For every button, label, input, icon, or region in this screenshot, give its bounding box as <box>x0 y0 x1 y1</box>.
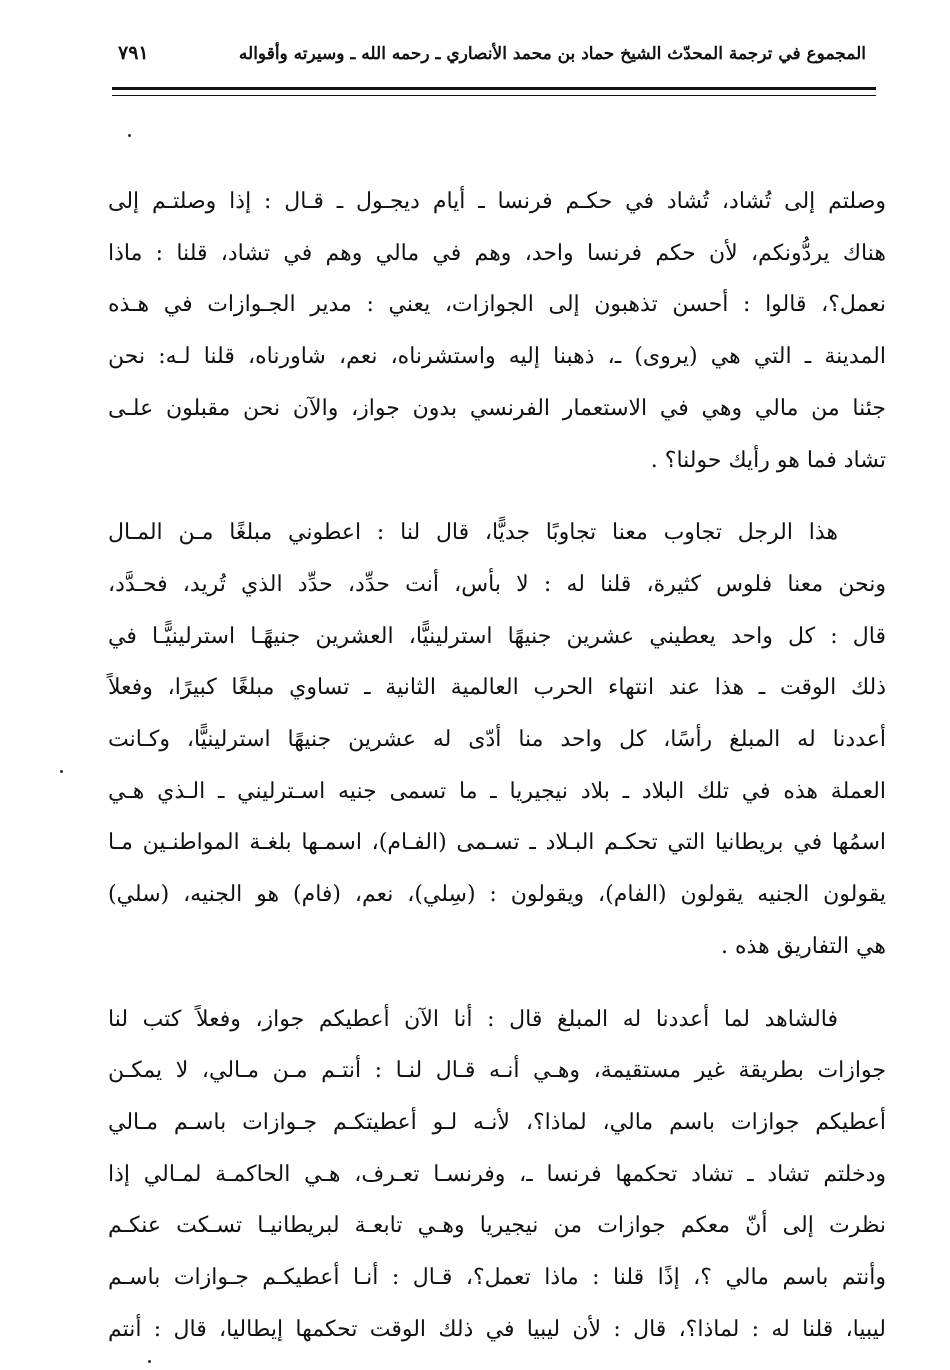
running-header <box>110 38 880 82</box>
text-line: نظرت إلى أنّ معكم جوازات من نيجيريا وهـي تابعـة لبريطانيـا تسـكت عنكـم <box>108 1213 886 1239</box>
paragraph-2 <box>108 507 886 972</box>
header-rule-thin <box>112 95 876 96</box>
text-line: جئنا من مالي وهي في الاستعمار الفرنسي بدون جواز، والآن نحن مقبلون علـى <box>108 395 886 421</box>
text-line: هناك يردُّونكم، لأن حكم فرنسا واحد، وهم في مالي وهم في تشاد، قلنا : ماذا <box>108 240 886 266</box>
scan-speck <box>60 770 63 773</box>
header-title: المجموع في ترجمة المحدّث الشيخ حماد بن محمد الأنصاري ـ رحمه الله ـ وسيرته وأقواله <box>238 44 866 64</box>
text-line: أعطيكم جوازات باسم مالي، لماذا؟، لأنـه لـو أعطيتكـم جـوازات باسـم مـالي <box>108 1109 886 1135</box>
paragraph-1 <box>108 176 886 486</box>
text-line: اسمُها في بريطانيا التي تحكـم البـلاد ـ تسـمى (الفـام)، اسمـها بلغـة المواطنـين مـا <box>108 830 886 856</box>
page-number: ٧٩١ <box>118 42 149 64</box>
text-line: وأنتم باسم مالي ؟، إذًا قلنا : ماذا تعمل؟، قـال : أنـا أعطيكـم جـوازات باسـم <box>108 1265 886 1291</box>
text-line: هي التفاريق هذه . <box>721 933 886 959</box>
text-line: قال : كل واحد يعطيني عشرين جنيهًا استرلينيًّا، العشرين جنيهًـا استرلينيًّـا في <box>108 623 886 649</box>
paragraph-3 <box>108 994 886 1356</box>
scan-speck <box>128 134 131 137</box>
text-line: ونحن معنا فلوس كثيرة، قلنا له : لا بأس، أنت حدِّد، حدِّد الذي تُريد، فحـدَّد، <box>108 571 886 597</box>
text-line: المدينة ـ التي هي (يروى) ـ، ذهبنا إليه واستشرناه، نعم، شاورناه، قلنا لـه: نحن <box>108 344 886 370</box>
text-line: تشاد فما هو رأيك حولنا؟ . <box>650 447 886 473</box>
header-rule-thick <box>112 87 876 90</box>
text-line: ليبيا، قلنا له : لماذا؟، قال : لأن ليبيا في ذلك الوقت تحكمها إيطاليا، قال : أنتم <box>108 1316 886 1342</box>
text-line: ودخلتم تشاد ـ تشاد تحكمها فرنسا ـ، وفرنسـا تعـرف، هـي الحاكمـة لمـالي إذا <box>108 1161 886 1187</box>
text-line: فالشاهد لما أعددنا له المبلغ قال : أنا الآن أعطيكم جواز، وفعلاً كتب لنا <box>108 1006 838 1032</box>
text-line: أعددنا له المبلغ رأسًا، كل واحد منا أدّى له عشرين جنيهًا استرلينيًّا، وكـانت <box>108 727 886 753</box>
scan-speck <box>148 1360 151 1363</box>
text-line: العملة هذه في تلك البلاد ـ بلاد نيجيريا ـ ما تسمى جنيه اسـترليني ـ الـذي هـي <box>108 778 886 804</box>
text-line: ذلك الوقت ـ هذا عند انتهاء الحرب العالمية الثانية ـ تساوي مبلغًا كبيرًا، وفعلاً <box>108 675 886 701</box>
text-line: جوازات بطريقة غير مستقيمة، وهـي أنـه قـال لنـا : أنتـم مـن مـالي، لا يمكـن <box>108 1058 886 1084</box>
text-line: نعمل؟، قالوا : أحسن تذهبون إلى الجوازات، يعني : مدير الجـوازات في هـذه <box>108 292 886 318</box>
body-text <box>108 176 886 1355</box>
text-line: يقولون الجنيه يقولون (الفام)، ويقولون : (سِلي)، نعم، (فام) هو الجنيه، (سلي) <box>108 882 886 908</box>
text-line: وصلتم إلى تُشاد، تُشاد في حكـم فرنسا ـ أيام ديجـول ـ قـال : إذا وصلتـم إلى <box>108 189 886 214</box>
text-line: هذا الرجل تجاوب معنا تجاوبًا جديًّا، قال لنا : اعطوني مبلغًا مـن المـال <box>108 520 838 546</box>
